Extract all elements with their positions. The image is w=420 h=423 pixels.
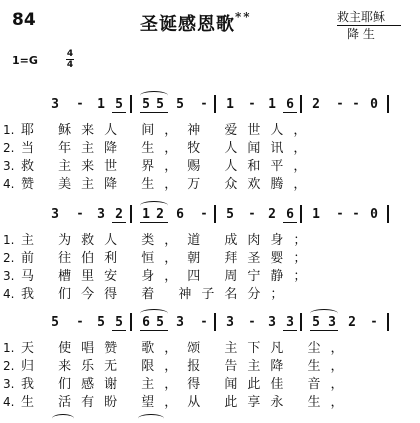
lyric-text: 救 主来世 界，赐 人和平， (21, 159, 317, 174)
credit-line1: 救主耶稣 (337, 10, 386, 24)
lyric-line (3, 137, 316, 156)
dash: - (249, 314, 255, 328)
verse-number: 3. (3, 159, 15, 173)
lyric-line (3, 155, 316, 174)
key-signature: 1=G (12, 54, 38, 67)
note: 3 (51, 97, 59, 112)
slur (138, 414, 164, 423)
note: 3 (97, 207, 105, 222)
note: 3 (176, 315, 184, 330)
title-marks: ** (235, 10, 252, 24)
barline (214, 313, 216, 331)
note: 6 (286, 207, 294, 222)
note: 1 (97, 97, 105, 112)
verse-number: 4. (3, 287, 15, 301)
dash: - (201, 314, 207, 328)
hymn-number: 84 (12, 10, 36, 30)
barline (387, 205, 389, 223)
beam (112, 112, 126, 113)
note: 5 (97, 315, 105, 330)
lyric-text: 当 年主降 生，牧 人闻讯， (21, 141, 317, 156)
lyric-line (3, 119, 316, 138)
note: 2 (312, 97, 320, 112)
lyric-line (3, 337, 354, 356)
beam (283, 330, 297, 331)
barline (387, 95, 389, 113)
note: 3 (51, 207, 59, 222)
lyric-text: 赞 美主降 生，万 众欢腾， (21, 177, 317, 192)
lyric-text: 主 为救人 类，道 成肉身； (21, 233, 317, 248)
credit-line2: 降 生 (347, 27, 375, 41)
verse-number: 1. (3, 233, 15, 247)
time-sig-top: 4 (66, 49, 74, 59)
note: 0 (370, 97, 378, 112)
dash: - (77, 314, 83, 328)
note: 6 (176, 207, 184, 222)
note: 5 (312, 315, 320, 330)
lyric-text: 马 槽里安 身，四 周宁静； (21, 269, 317, 284)
note: 5 (176, 97, 184, 112)
lyric-text: 前 往伯利 恒，朝 拜圣婴； (21, 251, 317, 266)
note: 5 (156, 315, 164, 330)
dash: - (201, 96, 207, 110)
beam (112, 330, 126, 331)
lyric-line (3, 283, 293, 302)
hymn-title (140, 10, 252, 36)
dash: - (77, 206, 83, 220)
lyric-line (3, 247, 316, 266)
barline (130, 313, 132, 331)
verse-number: 2. (3, 251, 15, 265)
lyric-text: 天 使唱赞 歌，颂 主下凡 尘， (21, 341, 354, 356)
note: 6 (286, 97, 294, 112)
lyric-line (3, 355, 354, 374)
note: 3 (328, 315, 336, 330)
lyric-text: 我 们今得 着 神子名分； (21, 287, 294, 302)
note: 2 (268, 207, 276, 222)
dash: - (201, 206, 207, 220)
note: 5 (142, 97, 150, 112)
note: 1 (226, 97, 234, 112)
lyric-line (3, 373, 354, 392)
lyric-line (3, 391, 354, 410)
dash: - (353, 206, 359, 220)
note: 3 (226, 315, 234, 330)
notation-row-3 (0, 315, 420, 333)
beam (310, 330, 338, 331)
notation-row-2 (0, 207, 420, 225)
verse-number: 2. (3, 359, 15, 373)
barline (130, 205, 132, 223)
note: 5 (115, 315, 123, 330)
verse-number: 3. (3, 377, 15, 391)
verse-number: 1. (3, 341, 15, 355)
barline (300, 205, 302, 223)
dash: - (249, 206, 255, 220)
note: 2 (348, 315, 356, 330)
verse-number: 1. (3, 123, 15, 137)
note: 5 (51, 315, 59, 330)
lyric-line (3, 265, 316, 284)
slur (52, 414, 74, 423)
verse-number: 3. (3, 269, 15, 283)
verse-number: 4. (3, 177, 15, 191)
lyric-text: 归 来乐无 限，报 告主降 生， (21, 359, 354, 374)
lyric-text: 生 活有盼 望，从 此享永 生， (21, 395, 354, 410)
lyric-text: 我 们感谢 主，得 闻此佳 音， (21, 377, 354, 392)
notation-row-1 (0, 97, 420, 115)
note: 6 (142, 315, 150, 330)
time-signature (66, 49, 74, 70)
barline (300, 313, 302, 331)
barline (130, 95, 132, 113)
note: 1 (312, 207, 320, 222)
note: 5 (115, 97, 123, 112)
beam (140, 112, 168, 113)
verse-number: 2. (3, 141, 15, 155)
dash: - (77, 96, 83, 110)
note: 1 (268, 97, 276, 112)
note: 3 (268, 315, 276, 330)
barline (214, 205, 216, 223)
lyric-line (3, 173, 316, 192)
note: 2 (156, 207, 164, 222)
note: 1 (142, 207, 150, 222)
beam (283, 112, 297, 113)
note: 5 (156, 97, 164, 112)
note: 0 (370, 207, 378, 222)
dash: - (371, 314, 377, 328)
barline (387, 313, 389, 331)
note: 3 (286, 315, 294, 330)
lyric-text: 耶 稣来人 间，神 爱世人， (21, 123, 317, 138)
dash: - (353, 96, 359, 110)
dash: - (249, 96, 255, 110)
verse-number: 4. (3, 395, 15, 409)
note: 5 (226, 207, 234, 222)
dash: - (337, 206, 343, 220)
note: 2 (115, 207, 123, 222)
beam (140, 222, 168, 223)
credit-divider (337, 25, 401, 26)
beam (140, 330, 168, 331)
lyric-line (3, 229, 316, 248)
beam (112, 222, 126, 223)
title-text: 圣诞感恩歌 (140, 14, 235, 35)
barline (214, 95, 216, 113)
beam (283, 222, 297, 223)
dash: - (337, 96, 343, 110)
barline (300, 95, 302, 113)
time-sig-bottom: 4 (66, 60, 74, 70)
